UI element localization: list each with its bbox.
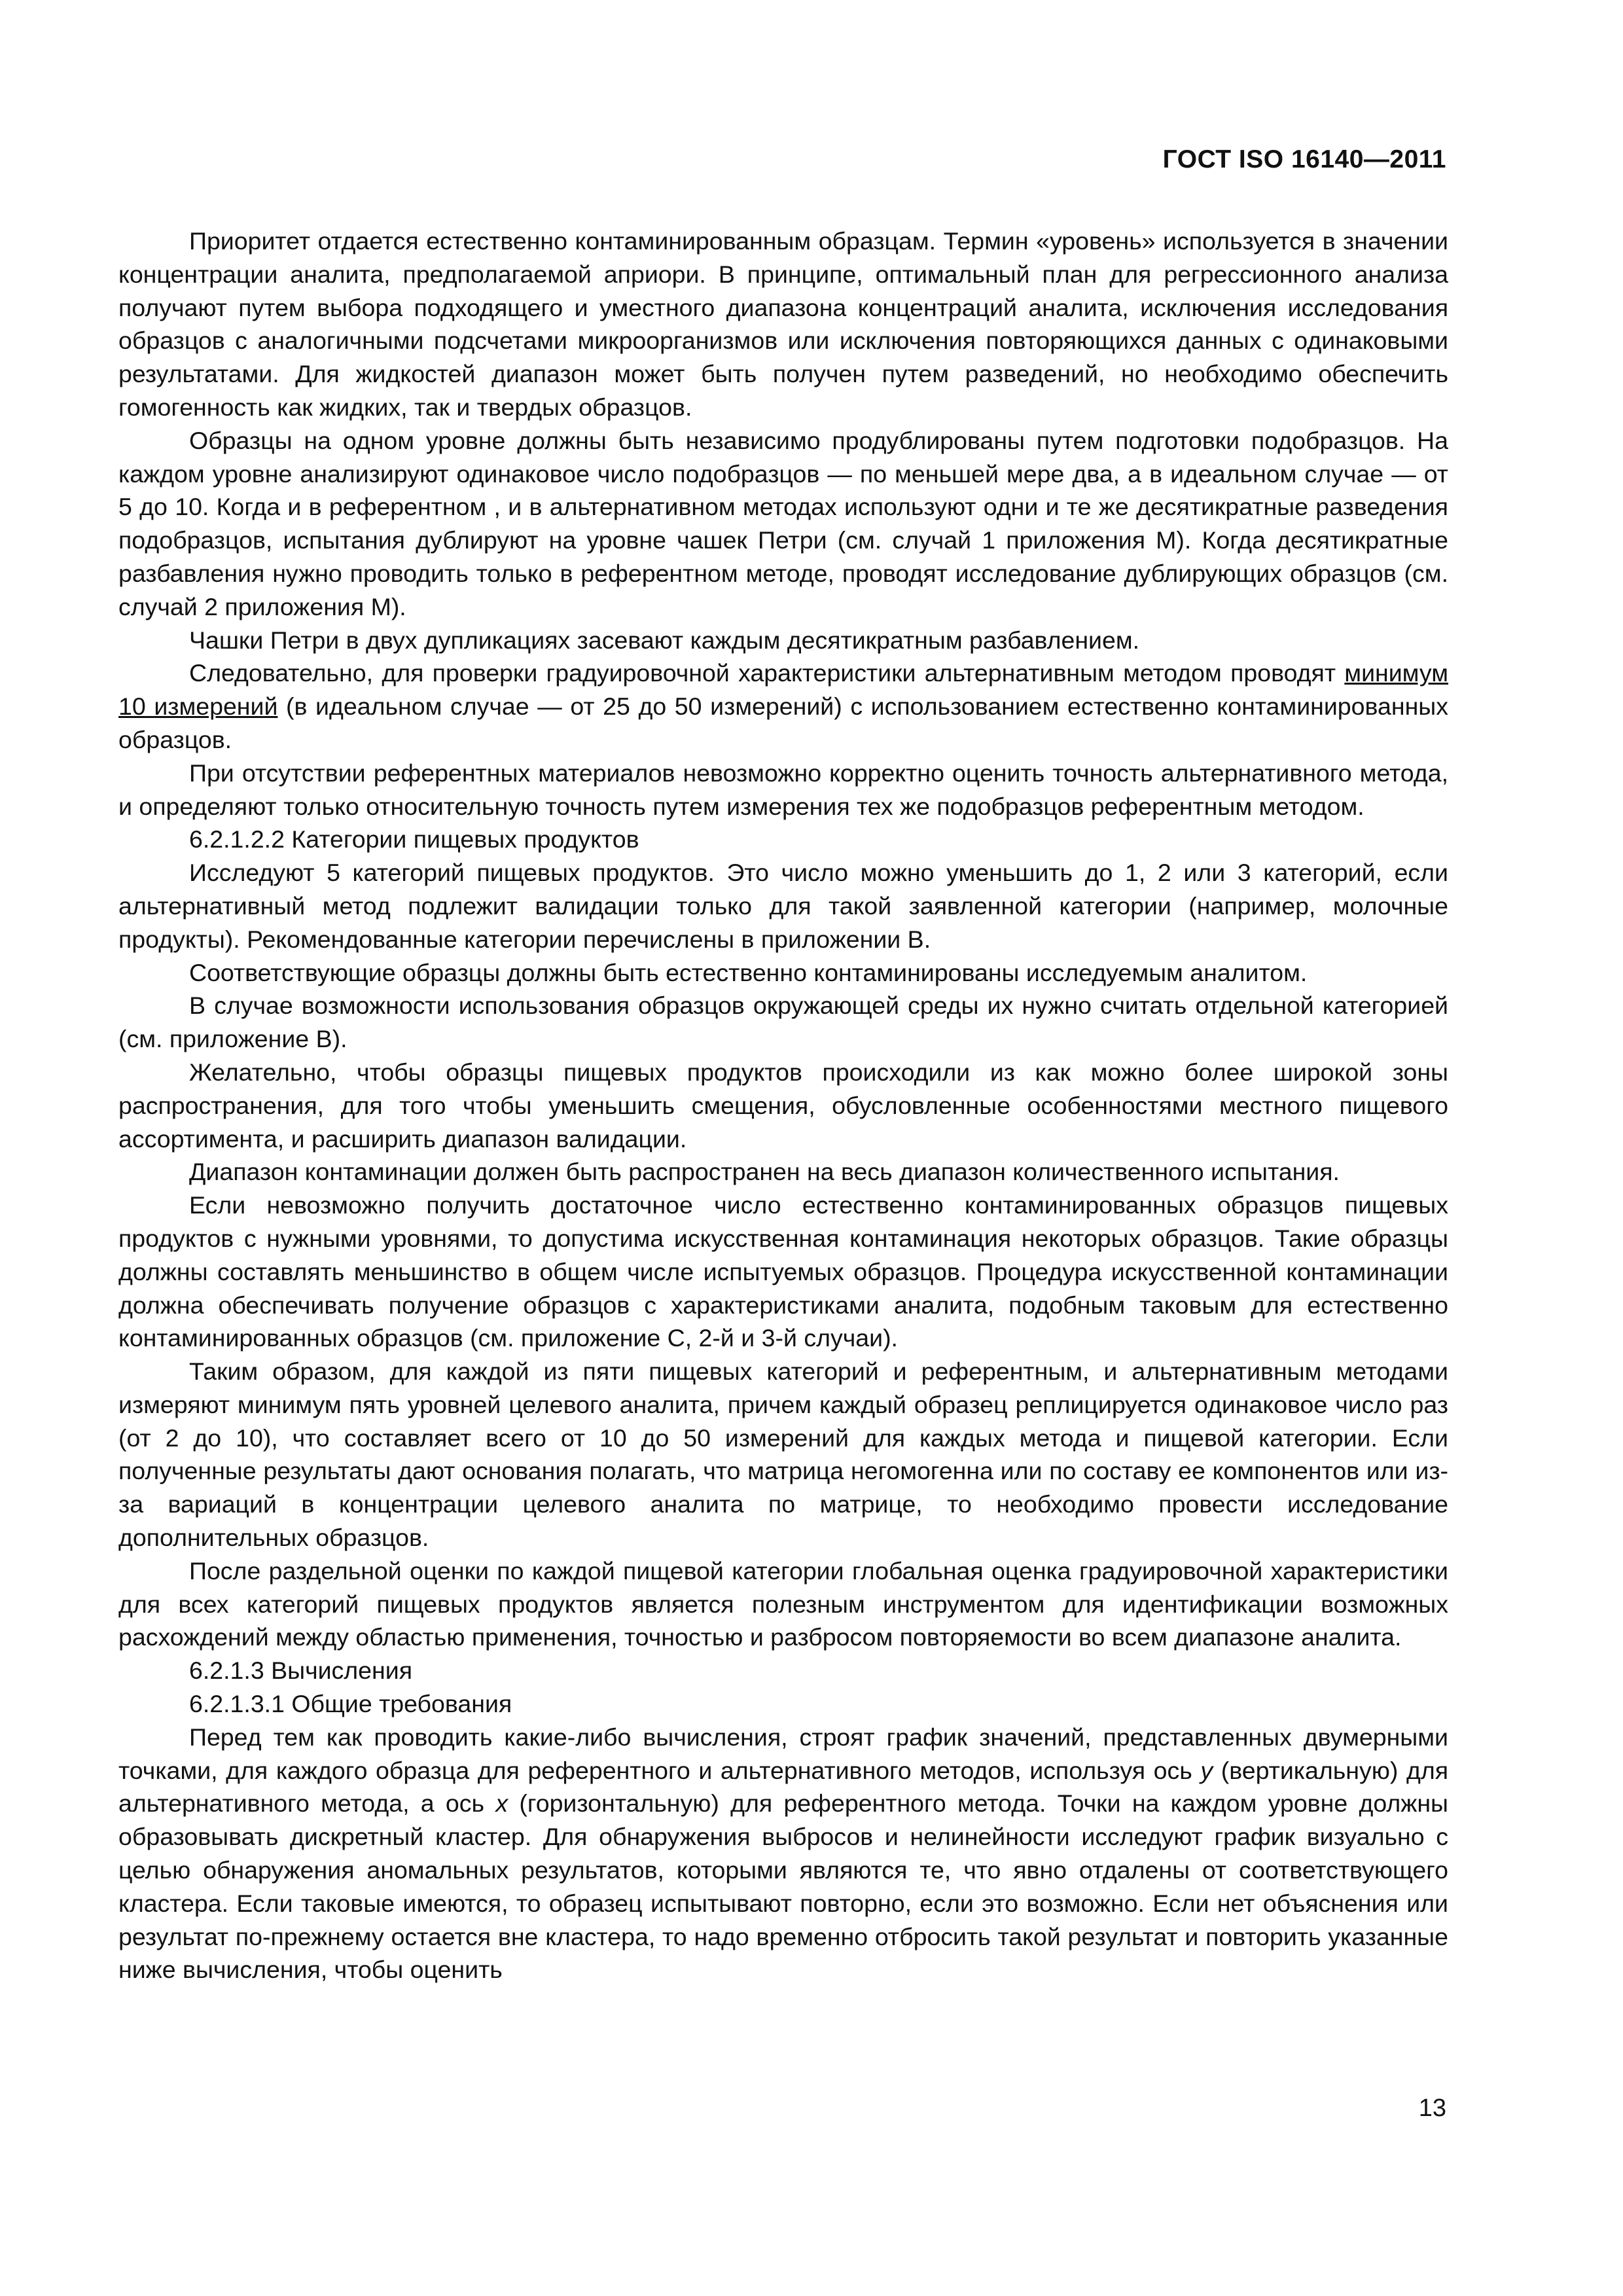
paragraph: Образцы на одном уровне должны быть независимо продублированы путем подготовки подобразцов. На каждом уровне анализируют одинаковое число подобразцов — по меньшей мере два, а в идеальном случае — от 5 до 10. Когда и в референтном , и в альтернативном методах используют одни и те же десятикратные разведения подобразцов, испытания дублируют на уровне чашек Петри (см. случай 1 приложения М). Когда десятикратные разбавления нужно проводить только в референтном методе, проводят исследование дублирующих образцов (см. случай 2 приложения М). [118, 426, 1448, 620]
section-heading: 6.2.1.2.2 Категории пищевых продуктов [189, 825, 639, 853]
paragraph [118, 656, 1448, 756]
axis-variable-x: х [495, 1789, 508, 1818]
paragraph: Приоритет отдается естественно контаминированным образцам. Термин «уровень» используется в значении концентрации аналита, предполагаемой априори. В принципе, оптимальный план для регрессионного анализа получают путем выбора подходящего и уместного диапазона концентраций аналита, исключения исследования образцов с аналогичными подсчетами микроорганизмов или исключения повторяющихся данных с одинаковыми результатами. Для жидкостей диапазон может быть получен путем разведений, но необходимо обеспечить гомогенность как жидких, так и твердых образцов. [118, 227, 1448, 421]
paragraph: В случае возможности использования образцов окружающей среды их нужно считать отдельной категорией (см. приложение В). [118, 992, 1448, 1053]
paragraph: Соответствующие образцы должны быть естественно контаминированы исследуемым аналитом. [189, 958, 1308, 986]
section-heading: 6.2.1.3.1 Общие требования [189, 1690, 512, 1718]
paragraph-text: Следовательно, для проверки градуировочной характеристики альтернативным методом проводят [189, 659, 1345, 687]
page-number: 13 [1418, 2094, 1446, 2122]
paragraph-text: (в идеальном случае — от 25 до 50 измерений) с использованием естественно контаминированных образцов. [118, 692, 1448, 753]
underlined-text: минимум 10 измерений [118, 659, 1448, 721]
paragraph: Желательно, чтобы образцы пищевых продуктов происходили из как можно более широкой зоны распространения, для того чтобы уменьшить смещения, обусловленные особенностями местного пищевого ассортимента, и расширить диапазон валидации. [118, 1058, 1448, 1153]
paragraph: Таким образом, для каждой из пяти пищевых категорий и референтным, и альтернативным методами измеряют минимум пять уровней целевого аналита, причем каждый образец реплицируется одинаковое число раз (от 2 до 10), что составляет всего от 10 до 50 измерений для каждых метода и пищевой категории. Если полученные результаты дают основания полагать, что матрица негомогенна или по составу ее компонентов или из-за вариаций в концентрации целевого аналита по матрице, то необходимо провести исследование дополнительных образцов. [118, 1357, 1448, 1552]
document-code-header: ГОСТ ISO 16140—2011 [1162, 145, 1446, 173]
paragraph [118, 1721, 1448, 1986]
paragraph-text: (горизонтальную) для референтного метода. Точки на каждом уровне должны образовывать дискретный кластер. Для обнаружения выбросов и нелинейности исследуют график визуально с целью обнаружения аномальных результатов, которыми являются те, что явно отдалены от соответствующего кластера. Если таковые имеются, то образец испытывают повторно, если это возможно. Если нет объяснения или результат по-прежнему остается вне кластера, то надо временно отбросить такой результат и повторить указанные ниже вычисления, чтобы оценить [118, 1789, 1448, 1984]
paragraph: Если невозможно получить достаточное число естественно контаминированных образцов пищевых продуктов с нужными уровнями, то допустима искусственная контаминация некоторых образцов. Такие образцы должны составлять меньшинство в общем числе испытуемых образцов. Процедура искусственной контаминации должна обеспечивать получение образцов с характеристиками аналита, подобным таковым для естественно контаминированных образцов (см. приложение С, 2-й и 3-й случаи). [118, 1191, 1448, 1352]
paragraph: Чашки Петри в двух дупликациях засевают каждым десятикратным разбавлением. [189, 626, 1140, 654]
paragraph: При отсутствии референтных материалов невозможно корректно оценить точность альтернативного метода, и определяют только относительную точность путем измерения тех же подобразцов референтным методом. [118, 759, 1448, 820]
paragraph: Диапазон контаминации должен быть распространен на весь диапазон количественного испытания. [189, 1158, 1340, 1186]
axis-variable-y: у [1200, 1756, 1213, 1784]
document-body [118, 224, 1448, 1986]
paragraph: После раздельной оценки по каждой пищевой категории глобальная оценка градуировочной характеристики для всех категорий пищевых продуктов является полезным инструментом для идентификации возможных расхождений между областью применения, точностью и разбросом повторяемости во всем диапазоне аналита. [118, 1556, 1448, 1651]
paragraph: Исследуют 5 категорий пищевых продуктов. Это число можно уменьшить до 1, 2 или 3 категорий, если альтернативный метод подлежит валидации только для такой заявленной категории (например, молочные продукты). Рекомендованные категории перечислены в приложении В. [118, 859, 1448, 953]
paragraph-text: Перед тем как проводить какие-либо вычисления, строят график значений, представленных двумерными точками, для каждого образца для референтного и альтернативного методов, используя ось [118, 1723, 1448, 1784]
section-heading: 6.2.1.3 Вычисления [189, 1657, 412, 1685]
paragraph-text: (вертикальную) для альтернативного метода, а ось [118, 1756, 1449, 1818]
